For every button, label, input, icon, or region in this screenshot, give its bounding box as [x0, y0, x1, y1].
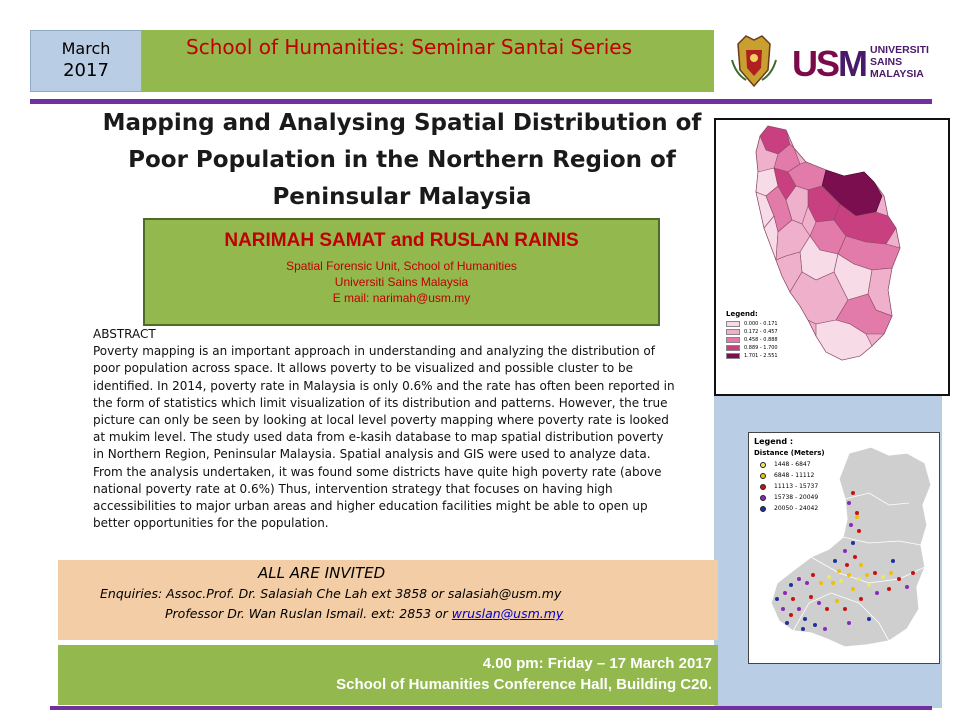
distance-legend — [754, 437, 825, 514]
abstract-line: the form of statistics which limit visualization of its distribution and patterns. However, the true — [93, 395, 668, 410]
affiliation-email: E mail: narimah@usm.my — [332, 291, 471, 305]
logo-text-1: UNIVERSITI — [870, 44, 929, 56]
legend-dot — [760, 484, 766, 490]
title-line-1: Mapping and Analysing Spatial Distribution of — [102, 110, 702, 136]
poverty-legend-item — [726, 344, 778, 352]
series-banner — [142, 30, 714, 92]
distance-map — [748, 432, 940, 664]
svg-text:M: M — [838, 43, 868, 84]
abstract-line: identified. In 2014, poverty rate in Malaysia is only 0.6% and the rate has often been reported in — [93, 378, 675, 393]
distance-legend-item — [760, 492, 825, 503]
legend-dot — [760, 462, 766, 468]
abstract-line: From the analysis undertaken, it was found some districts have quite high poverty rate (above — [93, 464, 662, 479]
legend-dot — [760, 506, 766, 512]
title-line-2: Poor Population in the Northern Region of — [128, 147, 676, 173]
legend-label: 0.889 - 1.700 — [744, 345, 778, 351]
legend-label: 6848 - 11112 — [774, 472, 815, 479]
affiliation-unit: Spatial Forensic Unit, School of Humanities — [286, 259, 517, 273]
distance-legend-item — [760, 481, 825, 492]
legend-dot — [760, 473, 766, 479]
distance-legend-title: Legend : — [754, 437, 794, 446]
logo-text-2: SAINS — [870, 56, 903, 68]
abstract-line: poor population across space. It allows poverty to be visualized and possible cluster to be — [93, 361, 634, 376]
usm-logo — [728, 30, 928, 94]
legend-label: 1.701 - 2.551 — [744, 353, 778, 359]
legend-swatch — [726, 337, 740, 343]
event-time: 4.00 pm: Friday – 17 March 2017 — [482, 655, 712, 672]
legend-swatch — [726, 353, 740, 359]
legend-label: 20050 - 24042 — [774, 505, 819, 512]
enquiry-line-2 — [165, 606, 563, 621]
poverty-rate-map — [714, 118, 950, 396]
affiliation-university: Universiti Sains Malaysia — [334, 275, 469, 289]
logo-text-3: MALAYSIA — [870, 68, 924, 80]
distance-legend-item — [760, 470, 825, 481]
title-line-3: Peninsular Malaysia — [272, 184, 532, 210]
wruslan-email-link[interactable]: wruslan@usm.my — [451, 606, 564, 621]
event-details — [58, 645, 718, 705]
legend-label: 0.458 - 0.888 — [744, 337, 778, 343]
abstract-line: in Northern Region, Peninsular Malaysia. Spatial analysis and GIS were used to analyze data. — [93, 447, 651, 462]
enquiry-line-2-text: Professor Dr. Wan Ruslan Ismail. ext: 2853 or — [165, 606, 452, 621]
abstract-line: national poverty rate at 0.6%) Thus, intervention strategy that focuses on having high — [93, 481, 613, 496]
svg-text:US: US — [792, 43, 839, 84]
legend-label: 11113 - 15737 — [774, 483, 819, 490]
poverty-legend-title: Legend: — [726, 310, 758, 318]
distance-legend-item — [760, 459, 825, 470]
legend-label: 0.172 - 0.457 — [744, 329, 778, 335]
distance-legend-subtitle: Distance (Meters) — [754, 449, 825, 457]
poverty-legend-item — [726, 336, 778, 344]
invitation-box — [58, 560, 718, 640]
invitation-heading: ALL ARE INVITED — [258, 564, 386, 582]
date-year: 2017 — [63, 60, 109, 81]
date-box — [30, 30, 142, 92]
abstract-line: accessibilities to major urban areas and higher education facilities might be able to open up — [93, 499, 648, 514]
series-title: School of Humanities: Seminar Santai Series — [186, 35, 632, 59]
enquiry-line-1: Enquiries: Assoc.Prof. Dr. Salasiah Che Lah ext 3858 or salasiah@usm.my — [100, 586, 562, 601]
poster-title — [84, 105, 720, 216]
abstract-line: at mukim level. The study used data from e-kasih database to map spatial distribution poverty — [93, 430, 664, 445]
footer-divider — [50, 706, 932, 710]
author-box — [143, 218, 660, 326]
legend-swatch — [726, 329, 740, 335]
poverty-legend-item — [726, 328, 778, 336]
event-venue: School of Humanities Conference Hall, Building C20. — [336, 676, 712, 693]
abstract-heading: ABSTRACT — [93, 327, 156, 341]
poverty-legend — [726, 310, 778, 360]
author-names: NARIMAH SAMAT and RUSLAN RAINIS — [224, 230, 579, 251]
abstract — [93, 326, 718, 532]
legend-dot — [760, 495, 766, 501]
distance-legend-item — [760, 503, 825, 514]
legend-label: 15738 - 20049 — [774, 494, 819, 501]
date-month: March — [61, 39, 111, 58]
abstract-line: better opportunities for the population. — [93, 516, 329, 531]
legend-label: 1448 - 6847 — [774, 461, 811, 468]
legend-label: 0.000 - 0.171 — [744, 321, 778, 327]
legend-swatch — [726, 345, 740, 351]
poverty-legend-item — [726, 352, 778, 360]
header-divider — [30, 99, 932, 104]
abstract-line: picture can only be seen by looking at local level poverty mapping where poverty rate is looked — [93, 413, 669, 428]
legend-swatch — [726, 321, 740, 327]
poverty-legend-item — [726, 320, 778, 328]
abstract-line: Poverty mapping is an important approach in understanding and analyzing the distribution of — [93, 344, 655, 359]
